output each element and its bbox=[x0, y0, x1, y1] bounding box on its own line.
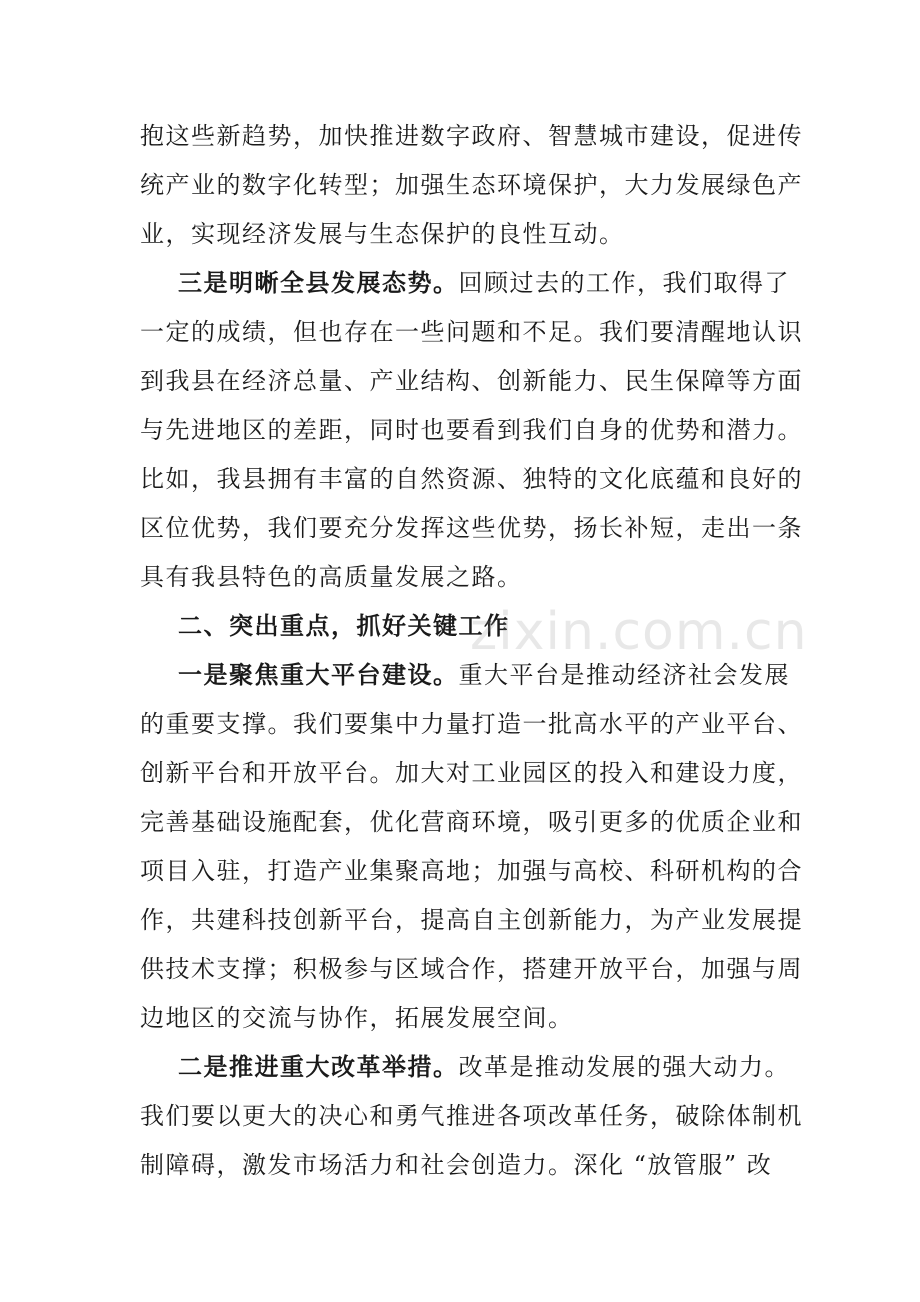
section-heading: 二、突出重点，抓好关键工作 bbox=[178, 611, 510, 640]
body-text-line: 一定的成绩，但也存在一些问题和不足。我们要清醒地认识 bbox=[140, 318, 803, 346]
body-text-line: 供技术支撑；积极参与区域合作，搭建开放平台，加强与周 bbox=[140, 955, 803, 983]
body-text: 回顾过去的工作，我们取得了 bbox=[458, 269, 790, 297]
body-text-line: 完善基础设施配套，优化营商环境，吸引更多的优质企业和 bbox=[140, 808, 803, 836]
body-text-line: 具有我县特色的高质量发展之路。 bbox=[140, 563, 523, 591]
body-text-line: 区位优势，我们要充分发挥这些优势，扬长补短，走出一条 bbox=[140, 514, 803, 542]
body-text-line: 作，共建科技创新平台，提高自主创新能力，为产业发展提 bbox=[140, 906, 803, 934]
body-text-line: 抱这些新趋势，加快推进数字政府、智慧城市建设，促进传 bbox=[140, 122, 803, 150]
body-text: 重大平台是推动经济社会发展 bbox=[458, 661, 790, 689]
body-text-line: 与先进地区的差距，同时也要看到我们自身的优势和潜力。 bbox=[140, 416, 803, 444]
body-text-line: 到我县在经济总量、产业结构、创新能力、民生保障等方面 bbox=[140, 367, 803, 395]
body-text-line: 比如，我县拥有丰富的自然资源、独特的文化底蕴和良好的 bbox=[140, 465, 803, 493]
body-text-line: 边地区的交流与协作，拓展发展空间。 bbox=[140, 1004, 574, 1032]
body-text-line: 我们要以更大的决心和勇气推进各项改革任务，破除体制机 bbox=[140, 1102, 803, 1130]
body-text-line: 项目入驻，打造产业集聚高地；加强与高校、科研机构的合 bbox=[140, 857, 803, 885]
watermark: zixin.com.cn bbox=[470, 602, 808, 662]
paragraph-heading: 三是明晰全县发展态势。 bbox=[178, 268, 459, 297]
body-text-line: 的重要支撑。我们要集中力量打造一批高水平的产业平台、 bbox=[140, 710, 803, 738]
body-text-line: 创新平台和开放平台。加大对工业园区的投入和建设力度， bbox=[140, 759, 803, 787]
body-text-line: 统产业的数字化转型；加强生态环境保护，大力发展绿色产 bbox=[140, 171, 803, 199]
body-text-line: 制障碍，激发市场活力和社会创造力。深化 “放管服” 改 bbox=[140, 1151, 773, 1179]
body-text-line: 业，实现经济发展与生态保护的良性互动。 bbox=[140, 220, 625, 248]
body-text: 改革是推动发展的强大动力。 bbox=[458, 1053, 790, 1081]
paragraph-heading: 二是推进重大改革举措。 bbox=[178, 1052, 459, 1081]
paragraph-line bbox=[178, 259, 838, 307]
paragraph-line bbox=[178, 1043, 838, 1091]
paragraph-heading: 一是聚焦重大平台建设。 bbox=[178, 660, 459, 689]
